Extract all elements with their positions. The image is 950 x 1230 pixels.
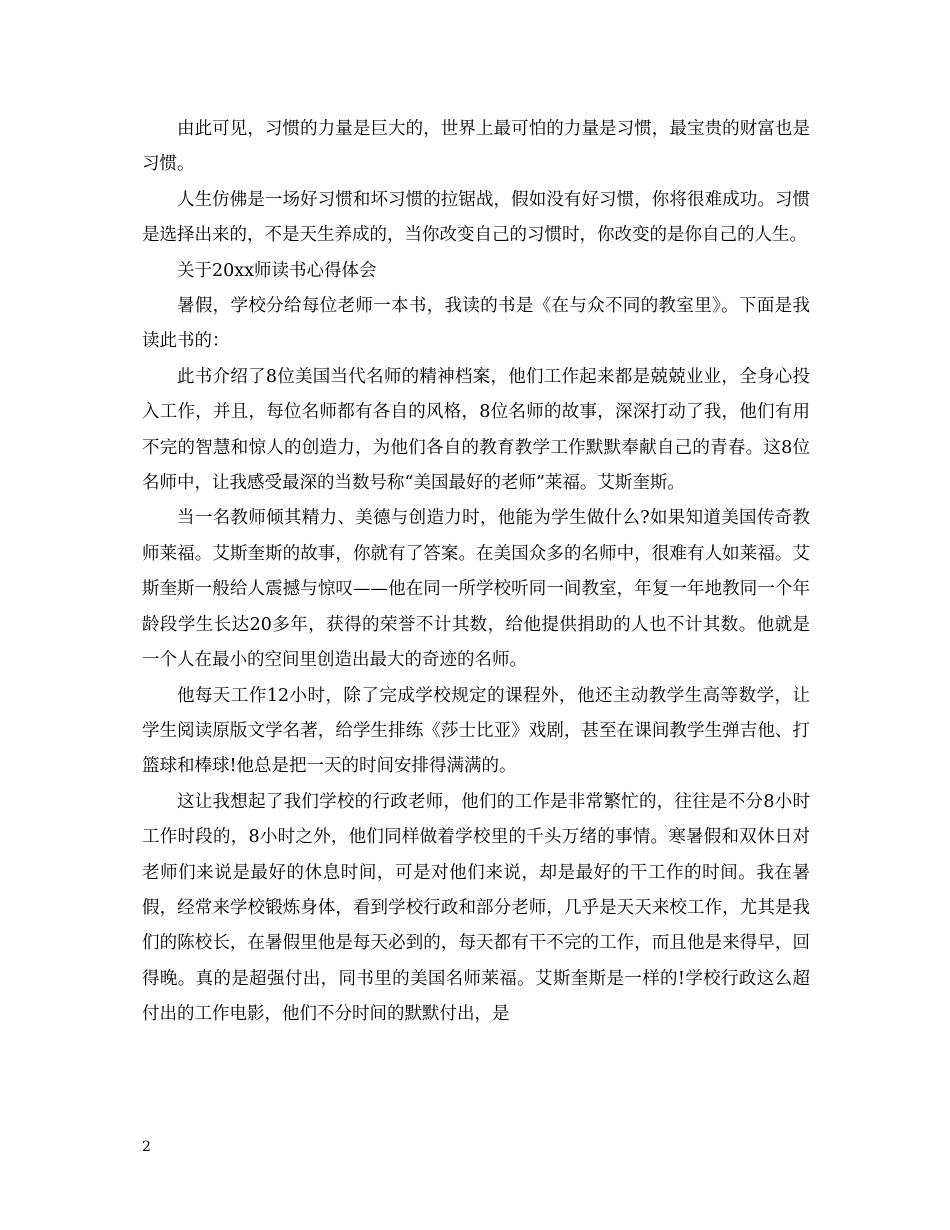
document-body [142, 112, 810, 1033]
paragraph-summer-book: 暑假，学校分给每位老师一本书，我读的书是《在与众不同的教室里》。下面是我读此书的： [142, 296, 810, 352]
section-heading: 关于20xx师读书心得体会 [177, 260, 377, 281]
paragraph-habit-life: 人生仿佛是一场好习惯和坏习惯的拉锯战，假如没有好习惯，你将很难成功。习惯是选择出来的，不是天生养成的，当你改变自己的习惯时，你改变的是你自己的人生。 [142, 189, 810, 246]
paragraph-daily-work: 他每天工作12小时，除了完成学校规定的课程外，他还主动教学生高等数学，让学生阅读原版文学名著，给学生排练《莎士比亚》戏剧，甚至在课间教学生弹吉他、打篮球和棒球!他总是把一天的时间安排得满满的。 [142, 685, 810, 777]
paragraph-habit-power: 由此可见，习惯的力量是巨大的，世界上最可怕的力量是习惯，最宝贵的财富也是习惯。 [142, 119, 810, 175]
paragraph-book-intro: 此书介绍了8位美国当代名师的精神档案，他们工作起来都是兢兢业业，全身心投入工作，并且，每位名师都有各自的风格，8位名师的故事，深深打动了我，他们有用不完的智慧和惊人的创造力，为他们各自的教育教学工作默默奉献自己的青春。这8位名师中，让我感受最深的当数号称“美国最好的老师”莱福。艾斯奎斯。 [142, 366, 810, 494]
page-number: 2 [142, 1139, 151, 1155]
paragraph-school-admin: 这让我想起了我们学校的行政老师，他们的工作是非常繁忙的，往往是不分8小时工作时段的，8小时之外，他们同样做着学校里的千头万绪的事情。寒暑假和双休日对老师们来说是最好的休息时间，可是对他们来说，却是最好的干工作的时间。我在暑假，经常来学校锻炼身体，看到学校行政和部分老师，几乎是天天来校工作，尤其是我们的陈校长，在暑假里他是每天必到的，每天都有干不完的工作，而且他是来得早，回得晚。真的是超强付出，同书里的美国名师莱福。艾斯奎斯是一样的!学校行政这么超付出的工作电影，他们不分时间的默默付出，是 [142, 791, 810, 1025]
paragraph-teacher-story: 当一名教师倾其精力、美德与创造力时，他能为学生做什么?如果知道美国传奇教师莱福。艾斯奎斯的故事，你就有了答案。在美国众多的名师中，很难有人如莱福。艾斯奎斯一般给人震撼与惊叹——他在同一所学校听同一间教室，年复一年地教同一个年龄段学生长达20多年，获得的荣誉不计其数，给他提供捐助的人也不计其数。他就是一个人在最小的空间里创造出最大的奇迹的名师。 [142, 508, 810, 671]
